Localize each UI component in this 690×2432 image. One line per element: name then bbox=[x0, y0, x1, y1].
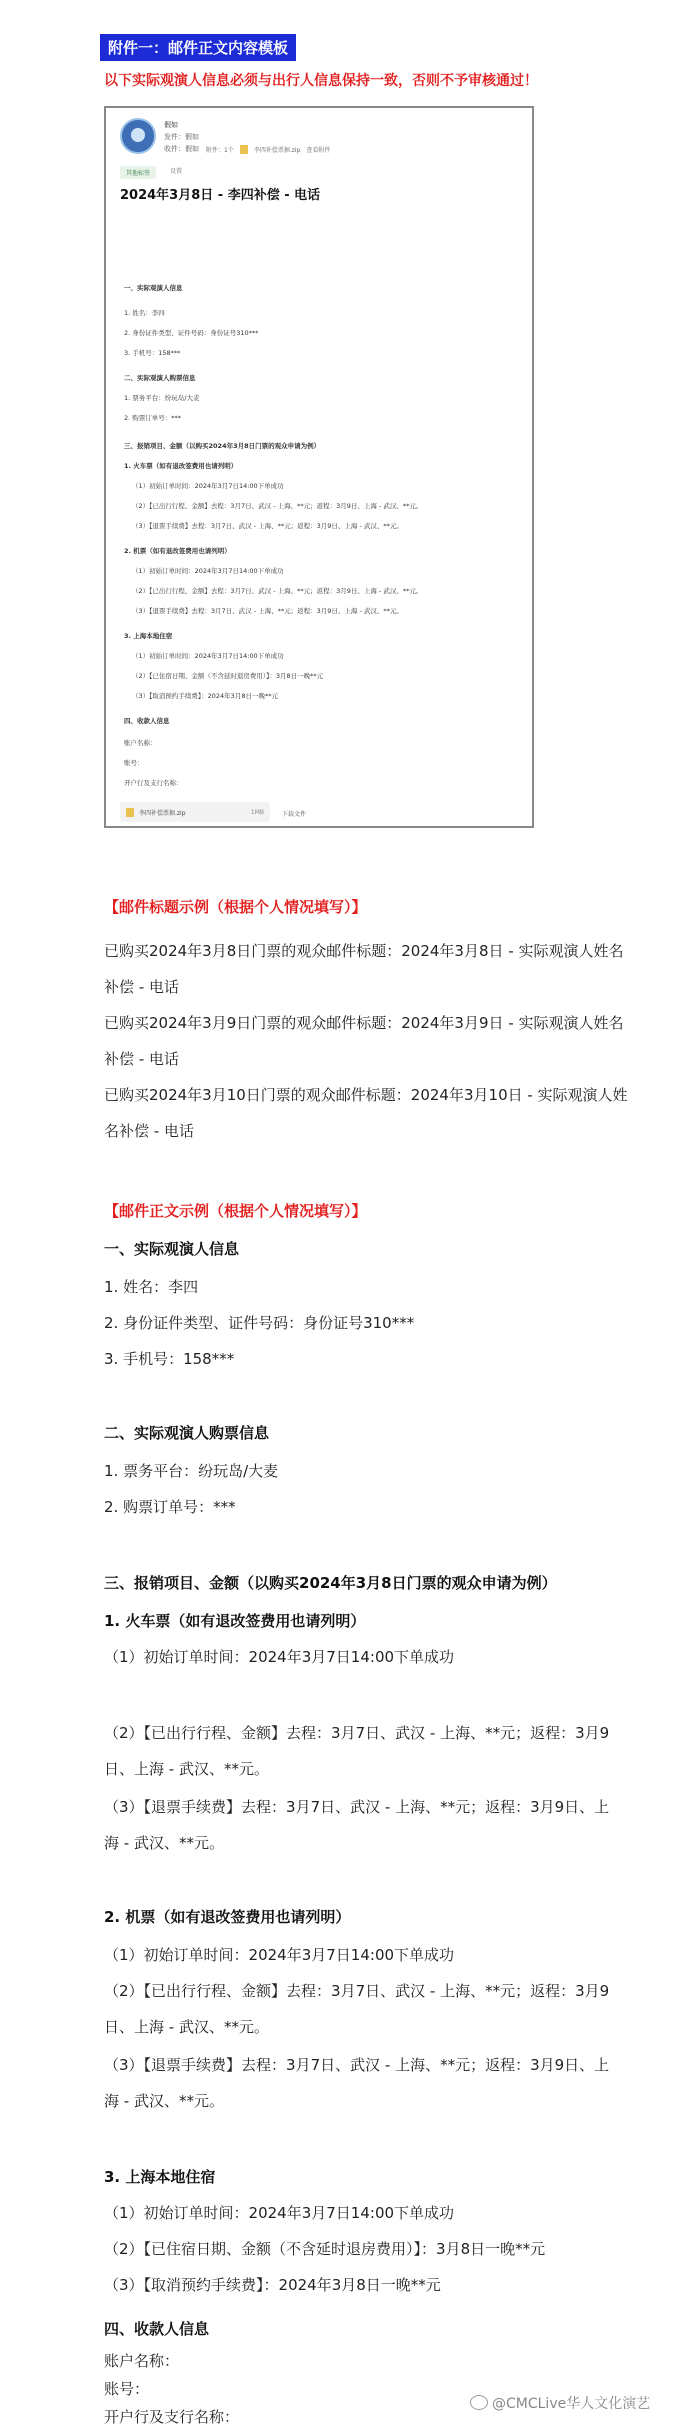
screenshot-section-title: 1. 火车票（如有退改签费用也请列明） bbox=[124, 461, 238, 470]
subject-line: 已购买2024年3月9日门票的观众邮件标题：2024年3月9日 - 实际观演人姓名 bbox=[104, 1014, 624, 1032]
list-item: 开户行及支行名称： bbox=[104, 2408, 240, 2426]
list-item: （2）【已住宿日期、金额（不含延时退房费用）】：3月8日一晚**元 bbox=[104, 2240, 546, 2258]
screenshot-line: （1）初始订单时间：2024年3月7日14:00下单成功 bbox=[132, 481, 284, 490]
subject-line: 已购买2024年3月10日门票的观众邮件标题：2024年3月10日 - 实际观演人姓 bbox=[104, 1086, 628, 1104]
consistency-warning: 以下实际观演人信息必须与出行人信息保持一致，否则不予审核通过！ bbox=[104, 73, 538, 89]
screenshot-section-title: 四、收款人信息 bbox=[124, 716, 170, 725]
subject-line: 补偿 - 电话 bbox=[104, 978, 179, 996]
weibo-icon bbox=[470, 2395, 488, 2410]
subject-heading: 【邮件标题示例（根据个人情况填写）】 bbox=[104, 898, 367, 916]
screenshot-line: （2）【已出行行程、金额】去程：3月7日、武汉 - 上海、**元；返程：3月9日、上海 - 武汉、**元。 bbox=[132, 501, 423, 510]
screenshot-section-title: 2. 机票（如有退改签费用也请列明） bbox=[124, 546, 231, 555]
list-item: （1）初始订单时间：2024年3月7日14:00下单成功 bbox=[104, 1648, 455, 1666]
subject-line: 补偿 - 电话 bbox=[104, 1050, 179, 1068]
sender-avatar bbox=[120, 118, 156, 154]
screenshot-line: （1）初始订单时间：2024年3月7日14:00下单成功 bbox=[132, 651, 284, 660]
list-item: 海 - 武汉、**元。 bbox=[104, 1834, 224, 1852]
subsection-title: 2. 机票（如有退改签费用也请列明） bbox=[104, 1908, 351, 1926]
list-item: 账户名称： bbox=[104, 2352, 180, 2370]
screenshot-line: 3. 手机号：158*** bbox=[124, 349, 181, 357]
list-item: 账号： bbox=[104, 2380, 150, 2398]
section-title: 三、报销项目、金额（以购买2024年3月8日门票的观众申请为例） bbox=[104, 1574, 557, 1592]
section-title: 四、收款人信息 bbox=[104, 2320, 210, 2338]
body-heading: 【邮件正文示例（根据个人情况填写）】 bbox=[104, 1202, 367, 1220]
screenshot-line: 1. 票务平台：纷玩岛/大麦 bbox=[124, 394, 200, 402]
screenshot-section-title: 一、实际观演人信息 bbox=[124, 284, 183, 292]
download-link[interactable]: 下载文件 bbox=[282, 811, 307, 818]
list-item: （2）【已出行行程、金额】去程：3月7日、武汉 - 上海、**元；返程：3月9 bbox=[104, 1724, 610, 1742]
screenshot-line: （2）【已住宿日期、金额（不含延时退房费用）】：3月8日一晚**元 bbox=[132, 671, 324, 680]
list-item: （3）【取消预约手续费】：2024年3月8日一晚**元 bbox=[104, 2276, 441, 2294]
attachment-label: 附件一：邮件正文内容模板 bbox=[100, 34, 296, 61]
screenshot-line: （3）【退票手续费】去程：3月7日、武汉 - 上海、**元；返程：3月9日、上海 - 武汉、**元。 bbox=[132, 521, 403, 530]
screenshot-section-title: 二、实际观演人购票信息 bbox=[124, 374, 196, 382]
section-title: 二、实际观演人购票信息 bbox=[104, 1424, 270, 1442]
email-screenshot bbox=[104, 106, 534, 828]
screenshot-line: 2. 购票订单号：*** bbox=[124, 414, 182, 422]
screenshot-line: 2. 身份证件类型、证件号码：身份证号310*** bbox=[124, 329, 259, 337]
section-title: 一、实际观演人信息 bbox=[104, 1240, 240, 1258]
screenshot-line: 账号： bbox=[124, 759, 144, 767]
list-item: （2）【已出行行程、金额】去程：3月7日、武汉 - 上海、**元；返程：3月9 bbox=[104, 1982, 610, 2000]
screenshot-section-title: 三、报销项目、金额（以购买2024年3月8日门票的观众申请为例） bbox=[124, 441, 321, 450]
subject-line: 已购买2024年3月8日门票的观众邮件标题：2024年3月8日 - 实际观演人姓名 bbox=[104, 942, 624, 960]
list-item: 海 - 武汉、**元。 bbox=[104, 2092, 224, 2110]
zip-file-icon bbox=[240, 145, 248, 154]
list-item: 日、上海 - 武汉、**元。 bbox=[104, 1760, 269, 1778]
subsection-title: 1. 火车票（如有退改签费用也请列明） bbox=[104, 1612, 366, 1630]
attachment-card[interactable]: 李四补偿票据.zip 1MB bbox=[120, 802, 270, 822]
view-attachment-link[interactable]: 查看附件 bbox=[306, 147, 331, 154]
screenshot-line: 1. 姓名：李四 bbox=[124, 309, 165, 317]
screenshot-line: （3）【退票手续费】去程：3月7日、武汉 - 上海、**元；返程：3月9日、上海 - 武汉、**元。 bbox=[132, 606, 403, 615]
screenshot-line: 账户名称： bbox=[124, 739, 157, 747]
list-item: （3）【退票手续费】去程：3月7日、武汉 - 上海、**元；返程：3月9日、上 bbox=[104, 2056, 610, 2074]
to-row: 收件：假如 bbox=[164, 145, 199, 153]
screenshot-line: （3）【取消预约手续费】：2024年3月8日一晚**元 bbox=[132, 691, 278, 700]
list-item: 日、上海 - 武汉、**元。 bbox=[104, 2018, 269, 2036]
watermark: @CMCLive华人文化演艺 bbox=[470, 2393, 650, 2413]
tag-settings[interactable]: 设置 bbox=[170, 168, 183, 175]
list-item: 1. 票务平台：纷玩岛/大麦 bbox=[104, 1462, 279, 1480]
list-item: （3）【退票手续费】去程：3月7日、武汉 - 上海、**元；返程：3月9日、上 bbox=[104, 1798, 610, 1816]
list-item: 2. 身份证件类型、证件号码：身份证号310*** bbox=[104, 1314, 415, 1332]
sender-name: 假如 bbox=[164, 121, 178, 129]
subject-line: 名补偿 - 电话 bbox=[104, 1122, 194, 1140]
screenshot-line: （1）初始订单时间：2024年3月7日14:00下单成功 bbox=[132, 566, 284, 575]
zip-file-icon bbox=[126, 808, 134, 817]
from-row: 发件：假如 bbox=[164, 133, 199, 141]
list-item: （1）初始订单时间：2024年3月7日14:00下单成功 bbox=[104, 1946, 455, 1964]
screenshot-line: 开户行及支行名称： bbox=[124, 779, 183, 787]
attachment-row: 附件：1个 李四补偿票据.zip 查看附件 bbox=[206, 147, 331, 154]
subsection-title: 3. 上海本地住宿 bbox=[104, 2168, 216, 2186]
list-item: （1）初始订单时间：2024年3月7日14:00下单成功 bbox=[104, 2204, 455, 2222]
list-item: 1. 姓名：李四 bbox=[104, 1278, 199, 1296]
email-subject: 2024年3月8日 - 李四补偿 - 电话 bbox=[120, 188, 321, 203]
mail-tag[interactable]: 其他标签 bbox=[120, 166, 156, 179]
attachment-link[interactable]: 李四补偿票据.zip bbox=[253, 147, 301, 154]
list-item: 3. 手机号：158*** bbox=[104, 1350, 235, 1368]
screenshot-section-title: 3. 上海本地住宿 bbox=[124, 631, 173, 640]
screenshot-line: （2）【已出行行程、金额】去程：3月7日、武汉 - 上海、**元；返程：3月9日、上海 - 武汉、**元。 bbox=[132, 586, 423, 595]
list-item: 2. 购票订单号：*** bbox=[104, 1498, 236, 1516]
